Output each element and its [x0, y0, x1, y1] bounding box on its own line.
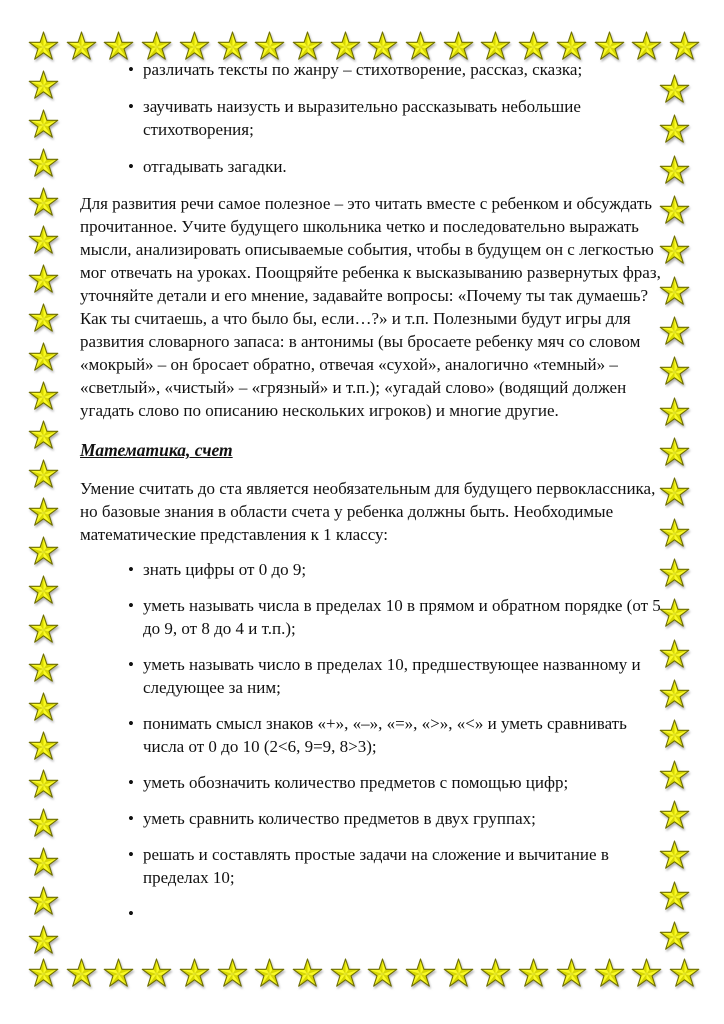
list-item-text: уметь называть числа в пределах 10 в прямом и обратном порядке (от 5 до 9, от 8 до 4 и т.п.); [143, 596, 661, 638]
list-item [80, 807, 665, 830]
star-icon [480, 958, 511, 989]
star-icon [28, 70, 59, 101]
star-icon [28, 459, 59, 490]
star-icon [28, 808, 59, 839]
math-section-heading: Математика, счет [80, 440, 233, 460]
star-icon [443, 958, 474, 989]
math-skills-list [80, 558, 665, 925]
star-icon [28, 420, 59, 451]
star-icon [28, 225, 59, 256]
star-icon [141, 958, 172, 989]
list-item [80, 155, 665, 178]
star-icon [28, 187, 59, 218]
list-item [80, 594, 665, 640]
star-icon [28, 958, 59, 989]
star-icon [367, 958, 398, 989]
star-icon [28, 381, 59, 412]
star-icon [28, 731, 59, 762]
star-icon [28, 575, 59, 606]
document-content [80, 58, 665, 938]
speech-skills-list [80, 58, 665, 178]
star-icon [254, 958, 285, 989]
star-icon [292, 958, 323, 989]
star-icon [669, 31, 700, 62]
star-icon [594, 958, 625, 989]
list-item-text: уметь обозначить количество предметов с помощью цифр; [143, 773, 569, 792]
list-item [80, 558, 665, 581]
math-intro-paragraph: Умение считать до ста является необязательным для будущего первоклассника, но базовые знания в области счета у ребенка должны быть. Необходимые математические представления к 1 классу: [80, 479, 656, 544]
star-icon [28, 886, 59, 917]
speech-development-paragraph: Для развития речи самое полезное – это читать вместе с ребенком и обсуждать прочитанное. Учите будущего школьника четко и последовательно выражать мысли, анализировать описываемые события, чтобы в будущем он с легкостью мог отвечать на уроках. Поощряйте ребенка к высказыванию развернутых фраз, уточняйте детали и его мнение, задавайте вопросы: «Почему ты так думаешь? Как ты считаешь, а что было бы, если…?» и т.п. Полезными будут игры для развития словарного запаса: в антонимы (вы бросаете ребенку мяч со словом «мокрый» – он бросает обратно, отвечая «сухой», аналогично «темный» – «светлый», «чистый» – «грязный» и т.п.); «угадай слово» (водящий должен угадать слово по описанию нескольких игроков) и многие другие. [80, 194, 661, 420]
star-icon [28, 769, 59, 800]
star-icon [28, 653, 59, 684]
star-icon [28, 536, 59, 567]
star-icon [28, 109, 59, 140]
list-item [80, 58, 665, 81]
list-item [80, 712, 665, 758]
star-icon [28, 148, 59, 179]
star-icon [103, 958, 134, 989]
list-item [80, 902, 665, 925]
star-border-left [28, 70, 59, 956]
star-icon [28, 847, 59, 878]
list-item-text: понимать смысл знаков «+», «–», «=», «>», «<» и уметь сравнивать числа от 0 до 10 (2<6, 9=9, 8>3); [143, 714, 627, 756]
list-item [80, 95, 665, 141]
star-icon [66, 958, 97, 989]
star-icon [669, 958, 700, 989]
star-icon [179, 958, 210, 989]
list-item-text: знать цифры от 0 до 9; [143, 560, 307, 579]
star-icon [28, 303, 59, 334]
star-icon [28, 342, 59, 373]
star-icon [556, 958, 587, 989]
list-item-text: отгадывать загадки. [143, 157, 287, 176]
star-icon [518, 958, 549, 989]
list-item-text: решать и составлять простые задачи на сложение и вычитание в пределах 10; [143, 845, 609, 887]
list-item [80, 653, 665, 699]
list-item-text: уметь сравнить количество предметов в двух группах; [143, 809, 536, 828]
list-item-text: различать тексты по жанру – стихотворение, рассказ, сказка; [143, 60, 583, 79]
star-icon [28, 264, 59, 295]
star-icon [217, 958, 248, 989]
list-item [80, 771, 665, 794]
star-icon [28, 497, 59, 528]
star-icon [28, 692, 59, 723]
star-border-bottom [28, 958, 700, 989]
star-icon [631, 958, 662, 989]
star-icon [28, 614, 59, 645]
star-icon [330, 958, 361, 989]
star-icon [405, 958, 436, 989]
list-item [80, 843, 665, 889]
list-item-text: уметь называть число в пределах 10, предшествующее названному и следующее за ним; [143, 655, 641, 697]
star-icon [28, 31, 59, 62]
star-icon [28, 925, 59, 956]
list-item-text: заучивать наизусть и выразительно рассказывать небольшие стихотворения; [143, 97, 581, 139]
